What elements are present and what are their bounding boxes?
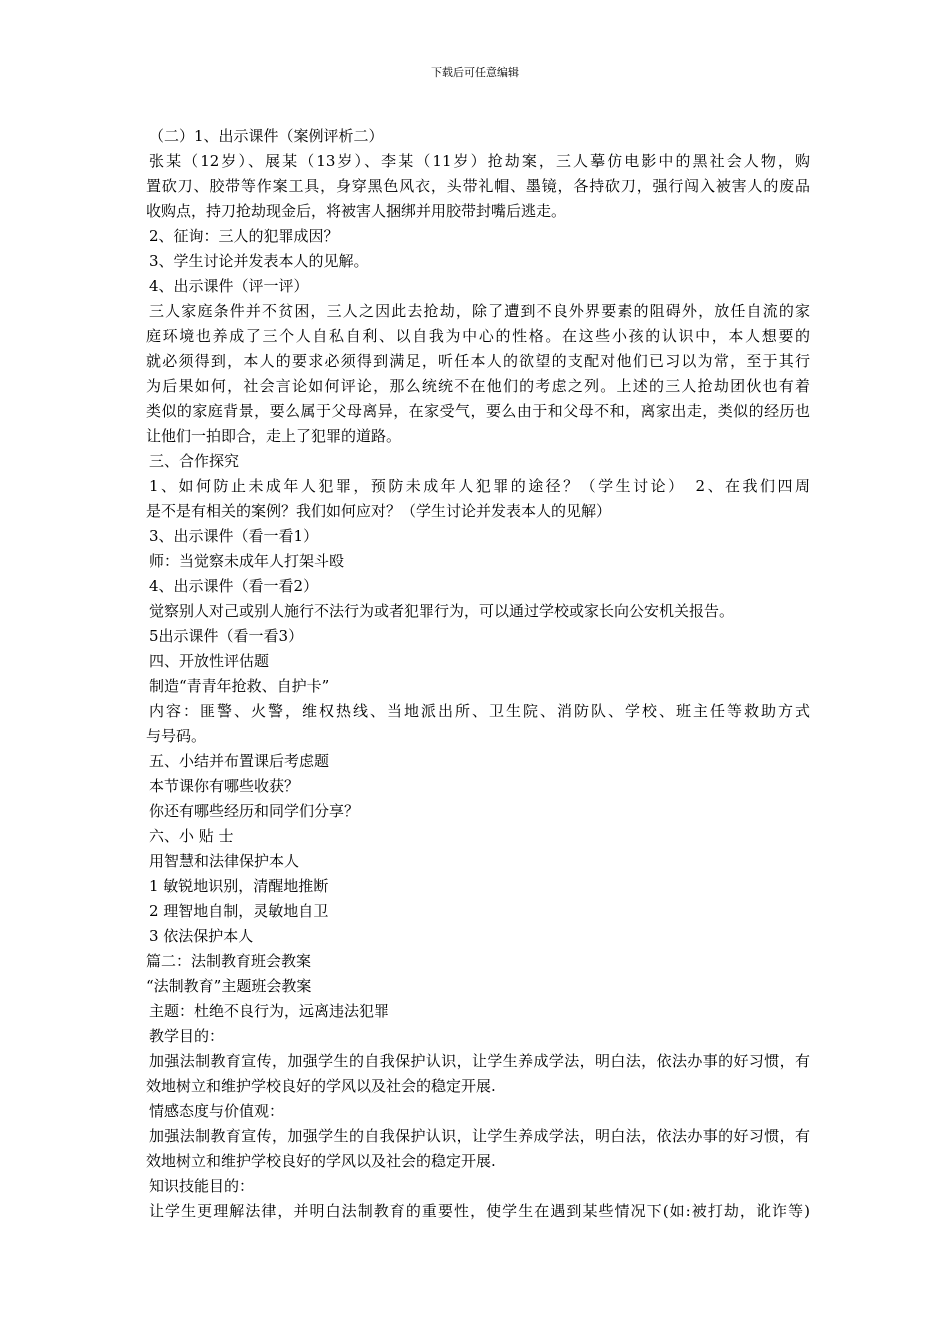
text-line: 2 理智地自制，灵敏地自卫: [149, 902, 329, 920]
text-line: 1、如何防止未成年人犯罪，预防未成年人犯罪的途径？（学生讨论） 2、在我们四周: [149, 477, 810, 495]
text-line: 三人家庭条件并不贫困，三人之因此去抢劫，除了遭到不良外界要素的阻碍外，放任自流的家: [149, 302, 810, 320]
text-line: 教学目的：: [149, 1027, 225, 1045]
text-line: 庭环境也养成了三个人自私自利、以自我为中心的性格。在这些小孩的认识中，本人想要的: [146, 327, 810, 345]
text-line: 是不是有相关的案例？我们如何应对？（学生讨论并发表本人的见解）: [146, 502, 612, 520]
text-line: 效地树立和维护学校良好的学风以及社会的稳定开展.: [146, 1077, 496, 1095]
page-header: 下载后可任意编辑: [431, 66, 519, 79]
text-line: 就必须得到，本人的要求必须得到满足，听任本人的欲望的支配对他们已习以为常，至于其行: [146, 352, 810, 370]
text-line: （二）1、出示课件（案例评析二）: [149, 127, 384, 145]
text-line: 3、学生讨论并发表本人的见解。: [149, 252, 369, 270]
text-line: 置砍刀、胶带等作案工具，身穿黑色风衣，头带礼帽、墨镜，各持砍刀，强行闯入被害人的废品: [146, 177, 810, 195]
text-line: 三、合作探究: [149, 452, 240, 470]
text-line: 为后果如何，社会言论如何评论，那么统统不在他们的考虑之列。上述的三人抢劫团伙也有着: [146, 377, 810, 395]
text-line: 收购点，持刀抢劫现金后，将被害人捆绑并用胶带封嘴后逃走。: [146, 202, 567, 220]
text-line: 师：当觉察未成年人打架斗殴: [149, 552, 345, 570]
text-line: 本节课你有哪些收获？: [149, 777, 300, 795]
text-line: 张某（12岁）、展某（13岁）、李某（11岁）抢劫案，三人摹仿电影中的黑社会人物，购: [149, 152, 810, 170]
text-line: 知识技能目的：: [149, 1177, 255, 1195]
text-line: 四、开放性评估题: [149, 652, 270, 670]
text-line: 加强法制教育宣传，加强学生的自我保护认识，让学生养成学法，明白法，依法办事的好习惯，有: [149, 1052, 810, 1070]
text-line: 让学生更理解法律，并明白法制教育的重要性，使学生在遇到某些情况下(如:被打劫，讹诈等): [149, 1202, 810, 1220]
document-body: [146, 124, 810, 1224]
text-line: 用智慧和法律保护本人: [149, 852, 300, 870]
text-line: 类似的家庭背景，要么属于父母离异，在家受气，要么由于和父母不和，离家出走，类似的经历也: [146, 402, 810, 420]
text-line: 与号码。: [146, 727, 207, 745]
text-line: 篇二：法制教育班会教案: [146, 952, 312, 970]
text-line: 主题：杜绝不良行为，远离违法犯罪: [149, 1002, 390, 1020]
text-line: 内容：匪警、火警，维权热线、当地派出所、卫生院、消防队、学校、班主任等救助方式: [149, 702, 810, 720]
text-line: 3、出示课件（看一看1）: [149, 527, 319, 545]
text-line: 让他们一拍即合，走上了犯罪的道路。: [146, 427, 402, 445]
text-line: 六、小 贴 士: [149, 827, 234, 845]
text-line: 五、小结并布置课后考虑题: [149, 752, 330, 770]
text-line: 4、出示课件（看一看2）: [149, 577, 319, 595]
text-line: 加强法制教育宣传，加强学生的自我保护认识，让学生养成学法，明白法，依法办事的好习惯，有: [149, 1127, 810, 1145]
text-line: 制造“青青年抢救、自护卡”: [149, 677, 330, 695]
text-line: 1 敏锐地识别，清醒地推断: [149, 877, 329, 895]
text-line: 3 依法保护本人: [149, 927, 254, 945]
text-line: 觉察别人对己或别人施行不法行为或者犯罪行为，可以通过学校或家长向公安机关报告。: [149, 602, 735, 620]
text-line: 你还有哪些经历和同学们分享？: [149, 802, 360, 820]
text-line: 5出示课件（看一看3）: [149, 627, 304, 645]
text-line: 情感态度与价值观：: [149, 1102, 285, 1120]
text-line: 效地树立和维护学校良好的学风以及社会的稳定开展.: [146, 1152, 496, 1170]
text-line: “法制教育”主题班会教案: [146, 977, 312, 995]
text-line: 4、出示课件（评一评）: [149, 277, 309, 295]
text-line: 2、征询：三人的犯罪成因？: [149, 227, 339, 245]
